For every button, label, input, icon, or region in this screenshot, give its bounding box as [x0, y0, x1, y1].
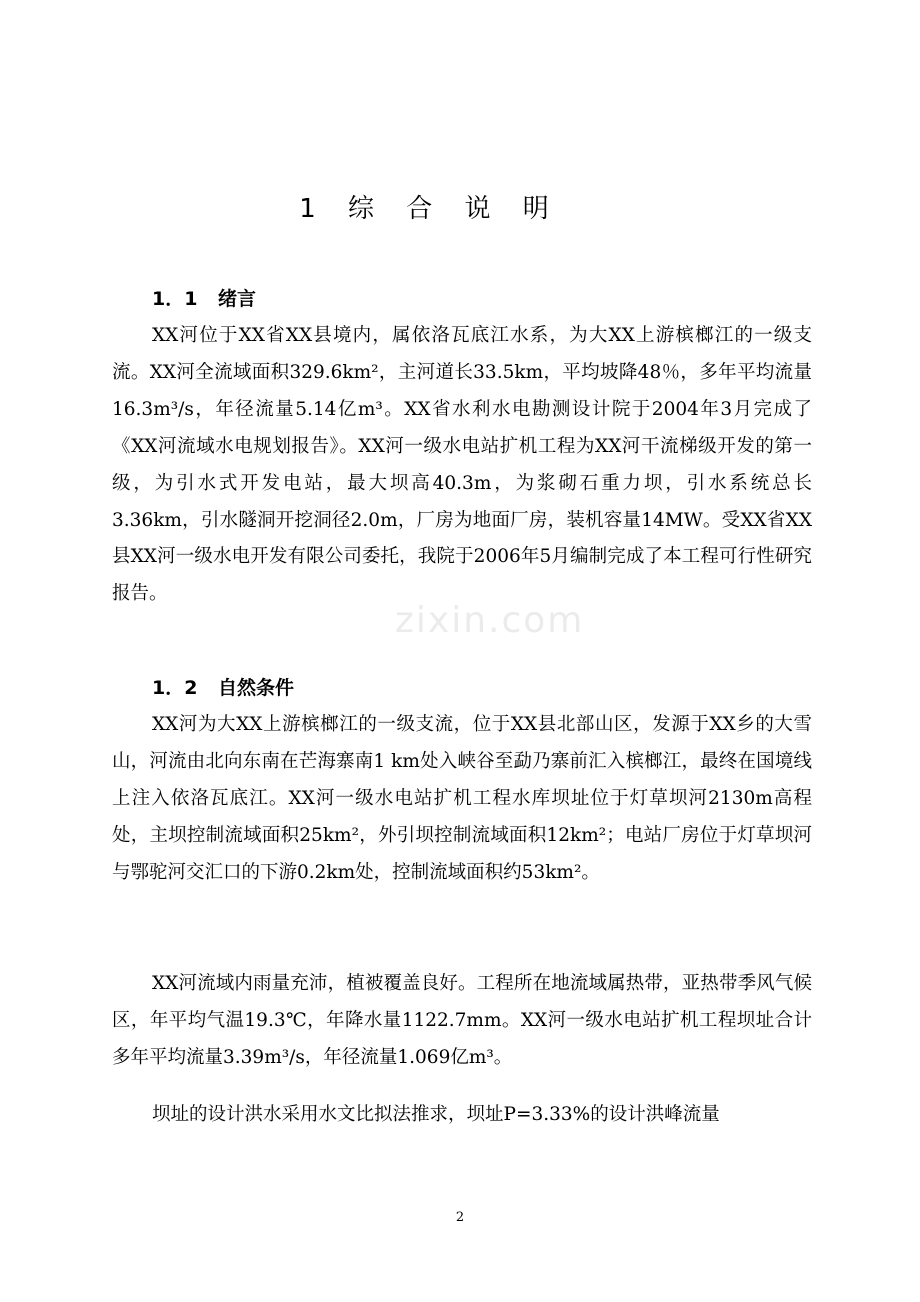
paragraph-natural-conditions-2: XX河流域内雨量充沛，植被覆盖良好。工程所在地流域属热带，亚热带季风气候区，年平均气温19.3℃，年降水量1122.7mm。XX河一级水电站扩机工程坝址合计多年平均流量3.39m³/s，年径流量1.069亿m³。: [112, 973, 812, 1068]
section-number: 1．2: [152, 677, 198, 699]
paragraph-introduction: XX河位于XX省XX县境内，属依洛瓦底江水系，为大XX上游槟榔江的一级支流。XX河全流域面积329.6km²，主河道长33.5km，平均坡降48％，多年平均流量16.3m³/s，年径流量5.14亿m³。XX省水利水电勘测设计院于2004年3月完成了《XX河流域水电规划报告》。XX河一级水电站扩机工程为XX河干流梯级开发的第一级，为引水式开发电站，最大坝高40.3m，为浆砌石重力坝，引水系统总长3.36km，引水隧洞开挖洞径2.0m，厂房为地面厂房，装机容量14MW。受XX省XX县XX河一级水电开发有限公司委托，我院于2006年5月编制完成了本工程可行性研究报告。: [112, 325, 812, 605]
section-number: 1．1: [152, 288, 198, 310]
section-heading-1-2: [152, 673, 294, 700]
paragraph-natural-conditions-3: 坝址的设计洪水采用水文比拟法推求，坝址P=3.33%的设计洪峰流量: [152, 1104, 720, 1125]
chapter-title: 1 综 合 说 明: [299, 194, 561, 224]
section-title: 自然条件: [218, 677, 295, 699]
section-heading-1-1: [152, 284, 256, 311]
paragraph-natural-conditions-1: XX河为大XX上游槟榔江的一级支流，位于XX县北部山区，发源于XX乡的大雪山，河流由北向东南在芒海寨南1 km处入峡谷至勐乃寨前汇入槟榔江，最终在国境线上注入依洛瓦底江。XX河一级水电站扩机工程水库坝址位于灯草坝河2130m高程处，主坝控制流域面积25km²，外引坝控制流域面积12km²；电站厂房位于灯草坝河与鄂驼河交汇口的下游0.2km处，控制流域面积约53km²。: [112, 714, 812, 883]
watermark: zixin.com: [395, 600, 585, 641]
section-title: 绪言: [218, 288, 257, 310]
page-number: 2: [455, 1210, 465, 1225]
